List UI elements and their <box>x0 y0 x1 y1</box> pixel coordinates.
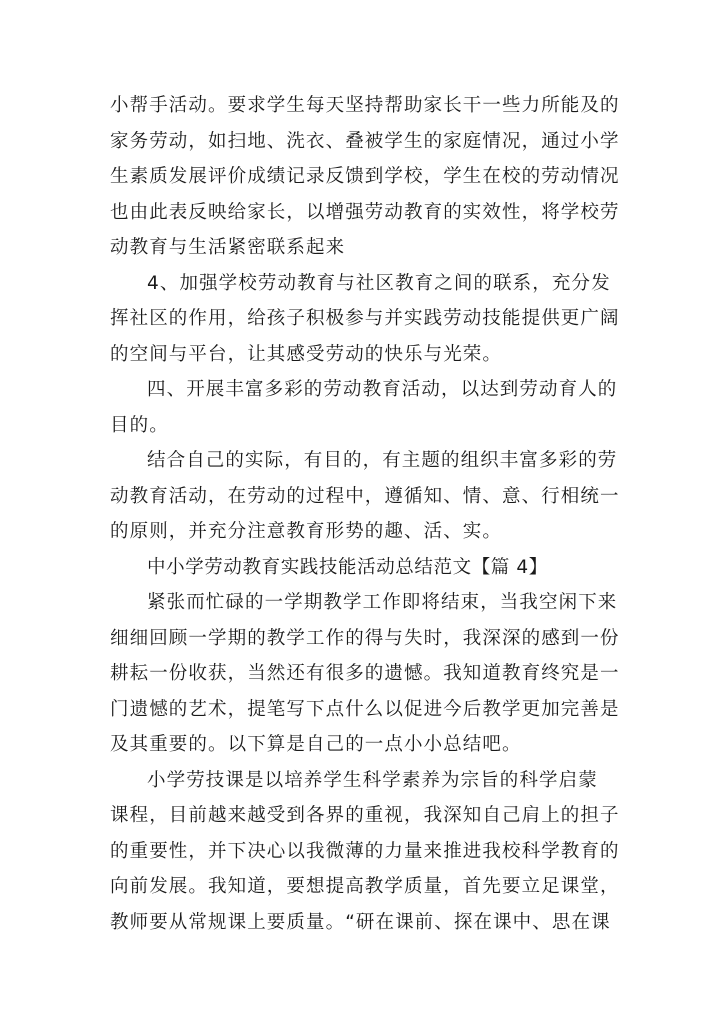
text-line: 细细回顾一学期的教学工作的得与失时，我深深的感到一份 <box>110 627 620 649</box>
paragraph-section-4 <box>110 372 620 443</box>
text-line: 耕耘一份收获，当然还有很多的遗憾。我知道教育终究是一 <box>110 663 620 684</box>
text-line: 的原则，并充分注意教育形势的趣、活、实。 <box>110 521 503 542</box>
text-line: 课程，目前越来越受到各界的重视，我深知自己肩上的担子 <box>110 805 620 826</box>
document-body <box>110 88 620 940</box>
paragraph-item-4 <box>110 266 620 373</box>
text-line: 家务劳动，如扫地、洗衣、叠被学生的家庭情况，通过小学 <box>110 130 620 152</box>
paragraph-semester <box>110 585 620 763</box>
text-line: 动教育活动，在劳动的过程中，遵循知、情、意、行相统一 <box>110 485 620 507</box>
text-line: 目的。 <box>110 414 169 436</box>
text-line: 门遗憾的艺术，提笔写下点什么以促进今后教学更加完善是 <box>110 698 620 720</box>
text-line: 教师要从常规课上要质量。“研在课前、探在课中、思在课 <box>110 911 611 933</box>
text-line: 向前发展。我知道，要想提高教学质量，首先要立足课堂， <box>110 876 620 897</box>
text-line: 挥社区的作用，给孩子积极参与并实践劳动技能提供更广阔 <box>110 308 620 329</box>
section-heading <box>110 550 620 586</box>
text-line: 结合自己的实际，有目的，有主题的组织丰富多彩的劳 <box>147 450 618 471</box>
text-line: 动教育与生活紧密联系起来 <box>110 237 346 258</box>
text-line: 及其重要的。以下算是自己的一点小小总结吧。 <box>110 734 522 755</box>
text-line: 的空间与平台，让其感受劳动的快乐与光荣。 <box>110 343 503 365</box>
text-line: 小帮手活动。要求学生每天坚持帮助家长干一些力所能及的 <box>110 95 620 116</box>
paragraph-combine <box>110 443 620 550</box>
text-line: 四、开展丰富多彩的劳动教育活动，以达到劳动育人的 <box>147 379 618 400</box>
text-line: 也由此表反映给家长，以增强劳动教育的实效性，将学校劳 <box>110 201 620 223</box>
text-line: 小学劳技课是以培养学生科学素养为宗旨的科学启蒙 <box>147 769 598 791</box>
paragraph-labor-class <box>110 763 620 941</box>
text-line: 的重要性，并下决心以我微薄的力量来推进我校科学教育的 <box>110 840 620 862</box>
text-line: 生素质发展评价成绩记录反馈到学校，学生在校的劳动情况 <box>110 166 620 187</box>
heading-line: 中小学劳动教育实践技能活动总结范文【篇 4】 <box>147 556 548 578</box>
text-line: 4、加强学校劳动教育与社区教育之间的联系，充分发 <box>147 272 611 294</box>
text-line: 紧张而忙碌的一学期教学工作即将结束，当我空闲下来 <box>147 592 618 613</box>
paragraph-helper-activity <box>110 88 620 266</box>
